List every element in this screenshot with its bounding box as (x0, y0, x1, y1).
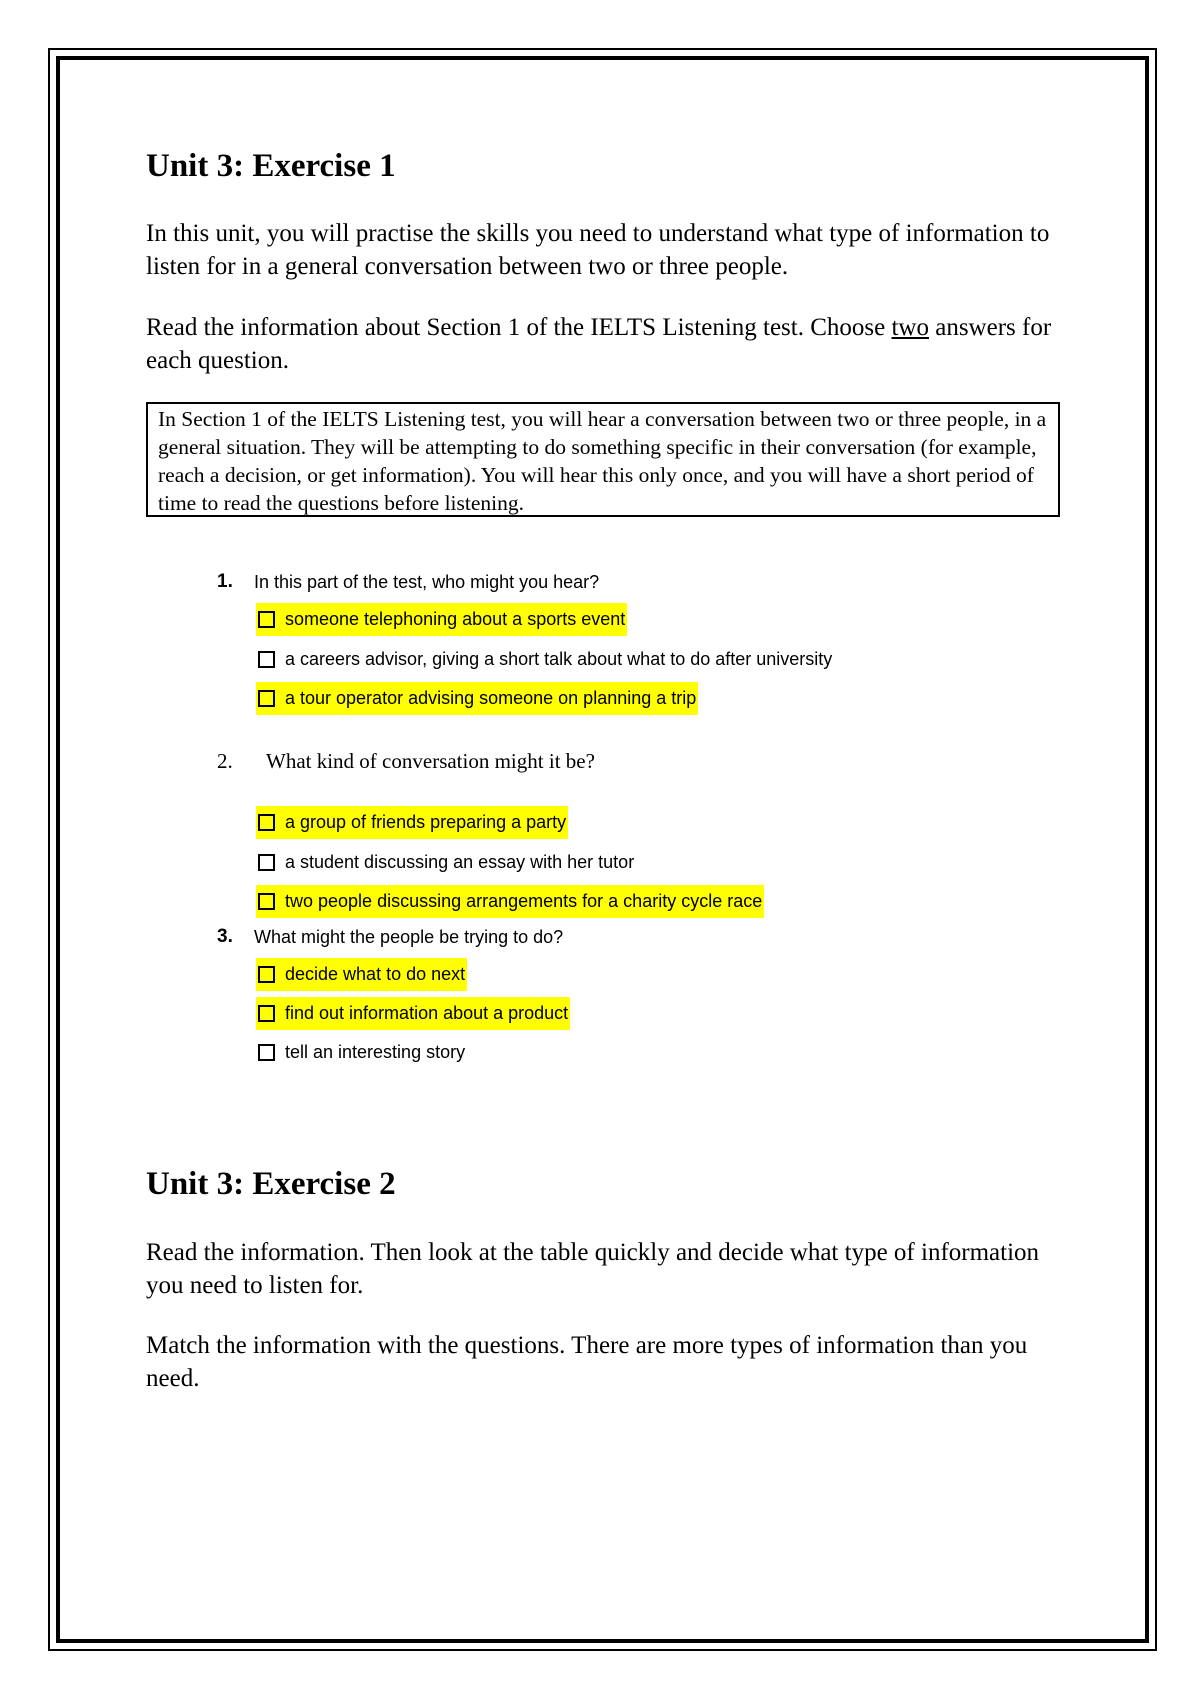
question-2-option-1[interactable] (256, 806, 568, 839)
exercise1-intro: In this unit, you will practise the skills you need to understand what type of information to listen for in a general conversation between two or three people. (146, 220, 1050, 280)
exercise1-instruction (146, 311, 1056, 377)
exercise2-title: Unit 3: Exercise 2 (146, 1166, 396, 1202)
option-label: a tour operator advising someone on planning a trip (285, 688, 697, 708)
question-1-number: 1. (217, 571, 233, 592)
checkbox-icon[interactable] (258, 611, 275, 628)
instruction-text-after: answers for each question. (146, 314, 1052, 374)
question-2-option-3[interactable] (256, 885, 764, 918)
section-info-box: In Section 1 of the IELTS Listening test, you will hear a conversation between two or three people, in a general situation. They will be attempting to do something specific in their conversation (for example, reach a decision, or get information). You will hear this only once, and you will have a short period of time to read the questions before listening. (146, 402, 1060, 517)
question-3-option-3[interactable] (256, 1036, 467, 1069)
checkbox-icon[interactable] (258, 690, 275, 707)
checkbox-icon[interactable] (258, 854, 275, 871)
exercise2-paragraph-1: Read the information. Then look at the table quickly and decide what type of information you need to listen for. (146, 1239, 1040, 1299)
option-label: decide what to do next (285, 964, 466, 984)
option-label: a group of friends preparing a party (285, 812, 567, 832)
question-1-option-3[interactable] (256, 682, 698, 715)
checkbox-icon[interactable] (258, 1005, 275, 1022)
option-label: two people discussing arrangements for a charity cycle race (285, 891, 763, 911)
checkbox-icon[interactable] (258, 814, 275, 831)
checkbox-icon[interactable] (258, 651, 275, 668)
option-label: someone telephoning about a sports event (285, 609, 626, 629)
question-2-number: 2. (217, 749, 233, 773)
question-3-text: What might the people be trying to do? (254, 927, 564, 947)
question-3-number: 3. (217, 926, 233, 947)
exercise2-paragraph-2: Match the information with the questions. There are more types of information than you need. (146, 1332, 1028, 1392)
instruction-text-before: Read the information about Section 1 of the IELTS Listening test. Choose (146, 314, 892, 341)
checkbox-icon[interactable] (258, 966, 275, 983)
exercise1-title: Unit 3: Exercise 1 (146, 148, 396, 184)
question-3-option-1[interactable] (256, 958, 467, 991)
checkbox-icon[interactable] (258, 893, 275, 910)
question-1-option-1[interactable] (256, 603, 627, 636)
question-1-option-2[interactable] (256, 643, 834, 676)
option-label: a careers advisor, giving a short talk about what to do after university (285, 649, 833, 669)
question-2-option-2[interactable] (256, 846, 636, 879)
checkbox-icon[interactable] (258, 1044, 275, 1061)
option-label: a student discussing an essay with her tutor (285, 852, 635, 872)
option-label: find out information about a product (285, 1003, 569, 1023)
question-2-text: What kind of conversation might it be? (266, 749, 595, 773)
instruction-underlined-word: two (891, 314, 929, 341)
option-label: tell an interesting story (285, 1042, 466, 1062)
question-1-text: In this part of the test, who might you hear? (254, 572, 600, 592)
question-3-option-2[interactable] (256, 997, 570, 1030)
